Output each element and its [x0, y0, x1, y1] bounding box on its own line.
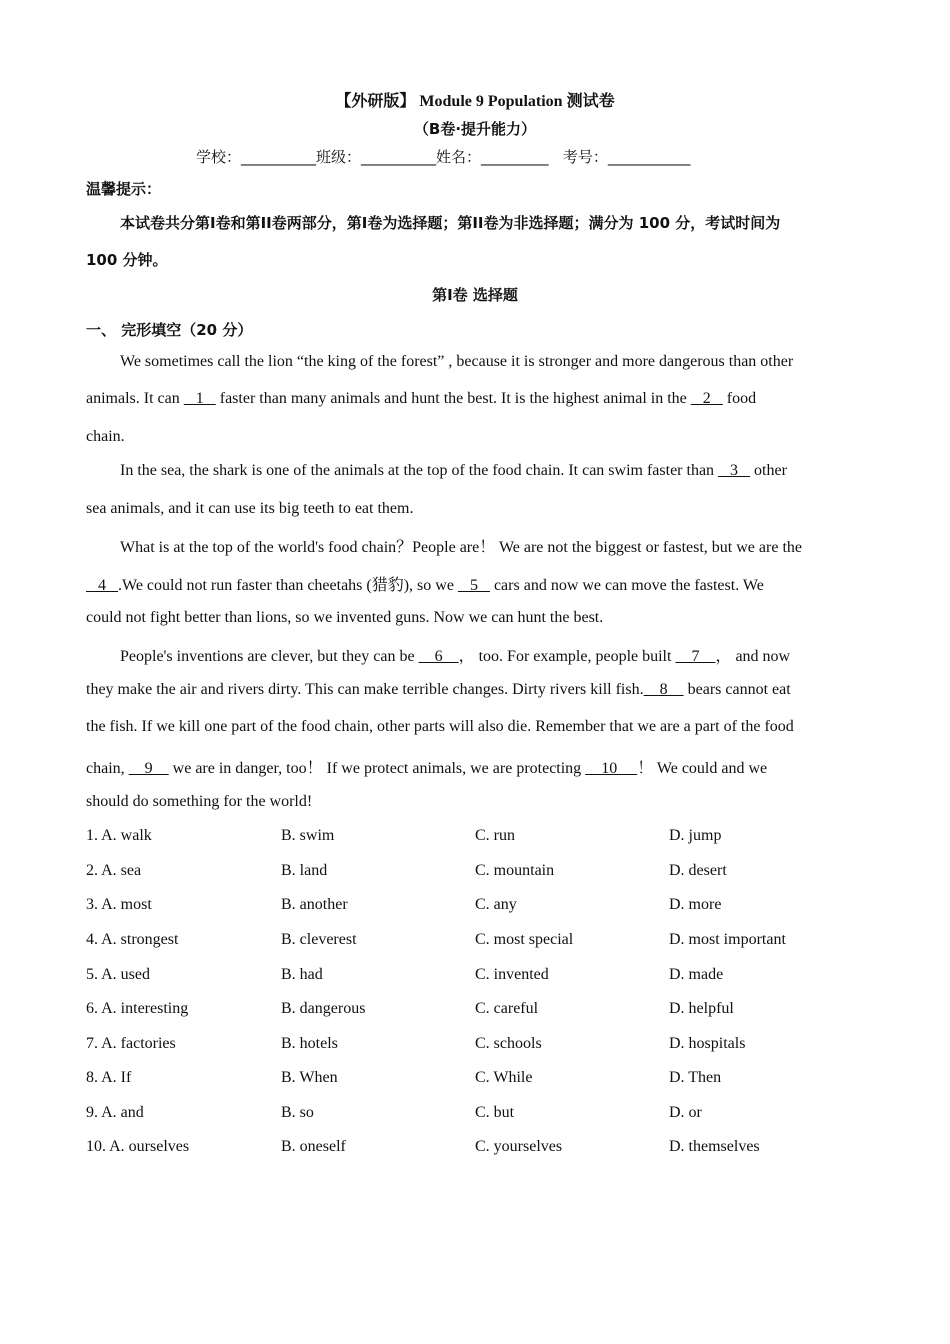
blank-6[interactable]: 6 — [418, 648, 459, 665]
student-info-row — [196, 146, 690, 167]
q10-option-b[interactable]: B. oneself — [281, 1138, 346, 1155]
name-label: 姓名： — [436, 148, 482, 166]
page-title — [0, 88, 950, 111]
q2-option-c[interactable]: C. mountain — [475, 862, 555, 879]
q8-option-b[interactable]: B. When — [281, 1069, 338, 1086]
class-blank[interactable]: __________ — [361, 148, 437, 166]
blank-2[interactable]: 2 — [690, 390, 723, 407]
part-title: 一、 完形填空（20 分） — [86, 321, 253, 339]
text: People's inventions are clever, but they can be — [120, 648, 419, 665]
passage-p1-line3: chain. — [86, 428, 125, 445]
blank-9[interactable]: 9 — [128, 760, 169, 777]
q5-option-a[interactable]: 5. A. used — [86, 966, 150, 983]
text: ！ We could and we — [637, 760, 768, 777]
q4-option-b[interactable]: B. cleverest — [281, 931, 357, 948]
page-subtitle: （B卷·提升能力） — [413, 120, 537, 138]
q10-option-a[interactable]: 10. A. ourselves — [86, 1138, 190, 1155]
text: we are in danger, too！ If we protect animals, we are protecting — [168, 760, 586, 777]
q7-option-d[interactable]: D. hospitals — [669, 1035, 746, 1052]
blank-3[interactable]: 3 — [718, 462, 751, 479]
q1-option-a[interactable]: 1. A. walk — [86, 827, 152, 844]
passage-p3-line2 — [86, 572, 764, 595]
q2-option-a[interactable]: 2. A. sea — [86, 862, 142, 879]
q5-option-c[interactable]: C. invented — [475, 966, 549, 983]
text: bears cannot eat — [683, 681, 791, 698]
q9-option-b[interactable]: B. so — [281, 1104, 314, 1121]
school-blank[interactable]: __________ — [241, 148, 317, 166]
q9-option-a[interactable]: 9. A. and — [86, 1104, 144, 1121]
title-prefix: 【外研版】 — [335, 91, 416, 110]
passage-p4-line4 — [86, 755, 767, 778]
q1-option-d[interactable]: D. jump — [669, 827, 722, 844]
q2-option-d[interactable]: D. desert — [669, 862, 727, 879]
q9-option-d[interactable]: D. or — [669, 1104, 702, 1121]
passage-p3-line3: could not fight better than lions, so we invented guns. Now we can hunt the best. — [86, 609, 604, 626]
q3-option-c[interactable]: C. any — [475, 896, 517, 913]
passage-p1-line1: We sometimes call the lion “the king of the forest” , because it is stronger and more dangerous than other — [120, 353, 794, 370]
q5-option-b[interactable]: B. had — [281, 966, 323, 983]
text: faster than many animals and hunt the best. It is the highest animal in the — [215, 390, 691, 407]
text: .We could not run faster than cheetahs (猎豹), so we — [118, 577, 458, 594]
q8-option-c[interactable]: C. While — [475, 1069, 533, 1086]
blank-5[interactable]: 5 — [457, 577, 490, 594]
q10-option-d[interactable]: D. themselves — [669, 1138, 760, 1155]
title-main: Module 9 Population — [419, 93, 563, 110]
text: ， and now — [715, 648, 791, 665]
q10-option-c[interactable]: C. yourselves — [475, 1138, 563, 1155]
passage-p1-line2 — [86, 390, 756, 408]
blank-8[interactable]: 8 — [643, 681, 684, 698]
q6-option-d[interactable]: D. helpful — [669, 1000, 734, 1017]
text: ， too. For example, people built — [458, 648, 676, 665]
text: food — [722, 390, 757, 407]
passage-p4-line2 — [86, 681, 791, 699]
q8-option-d[interactable]: D. Then — [669, 1069, 722, 1086]
blank-10[interactable]: 10 — [585, 760, 638, 777]
q6-option-b[interactable]: B. dangerous — [281, 1000, 366, 1017]
blank-4[interactable]: 4 — [86, 577, 118, 594]
section-title: 第I卷 选择题 — [432, 286, 518, 304]
text: In the sea, the shark is one of the animals at the top of the food chain. It can swim faster than — [120, 462, 719, 479]
class-label: 班级： — [316, 148, 362, 166]
q7-option-a[interactable]: 7. A. factories — [86, 1035, 176, 1052]
name-blank[interactable]: _________ — [481, 148, 549, 166]
school-label: 学校： — [196, 148, 242, 166]
title-suffix: 测试卷 — [566, 91, 615, 110]
q7-option-c[interactable]: C. schools — [475, 1035, 542, 1052]
text: other — [750, 462, 787, 479]
q4-option-a[interactable]: 4. A. strongest — [86, 931, 179, 948]
tips-label: 温馨提示： — [86, 180, 162, 198]
q1-option-c[interactable]: C. run — [475, 827, 515, 844]
q4-option-d[interactable]: D. most important — [669, 931, 786, 948]
tips-line-1: 本试卷共分第I卷和第II卷两部分，第I卷为选择题；第II卷为非选择题；满分为 100 分，考试时间为 — [120, 214, 781, 232]
text: they make the air and rivers dirty. This can make terrible changes. Dirty rivers kill fish. — [86, 681, 644, 698]
q3-option-b[interactable]: B. another — [281, 896, 348, 913]
passage-p4-line5: should do something for the world! — [86, 793, 313, 810]
q5-option-d[interactable]: D. made — [669, 966, 724, 983]
q8-option-a[interactable]: 8. A. If — [86, 1069, 132, 1086]
text: chain, — [86, 760, 129, 777]
id-blank[interactable]: ___________ — [607, 148, 691, 166]
passage-p2-line1 — [120, 462, 787, 480]
q3-option-a[interactable]: 3. A. most — [86, 896, 152, 913]
passage-p2-line2: sea animals, and it can use its big teeth to eat them. — [86, 500, 414, 517]
q3-option-d[interactable]: D. more — [669, 896, 722, 913]
passage-p3-line1: What is at the top of the world's food chain？People are！ We are not the biggest or fastest, but we are the — [120, 539, 802, 556]
q4-option-c[interactable]: C. most special — [475, 931, 574, 948]
q2-option-b[interactable]: B. land — [281, 862, 328, 879]
id-label: 考号： — [562, 148, 608, 166]
q7-option-b[interactable]: B. hotels — [281, 1035, 338, 1052]
q6-option-a[interactable]: 6. A. interesting — [86, 1000, 189, 1017]
blank-7[interactable]: 7 — [675, 648, 716, 665]
q6-option-c[interactable]: C. careful — [475, 1000, 539, 1017]
blank-1[interactable]: 1 — [183, 390, 216, 407]
text: animals. It can — [86, 390, 184, 407]
q1-option-b[interactable]: B. swim — [281, 827, 335, 844]
passage-p4-line3: the fish. If we kill one part of the food chain, other parts will also die. Remember that we are a part of the food — [86, 718, 794, 735]
text: cars and now we can move the fastest. We — [489, 577, 764, 594]
passage-p4-line1 — [120, 643, 790, 666]
tips-line-2: 100 分钟。 — [86, 251, 168, 269]
q9-option-c[interactable]: C. but — [475, 1104, 515, 1121]
